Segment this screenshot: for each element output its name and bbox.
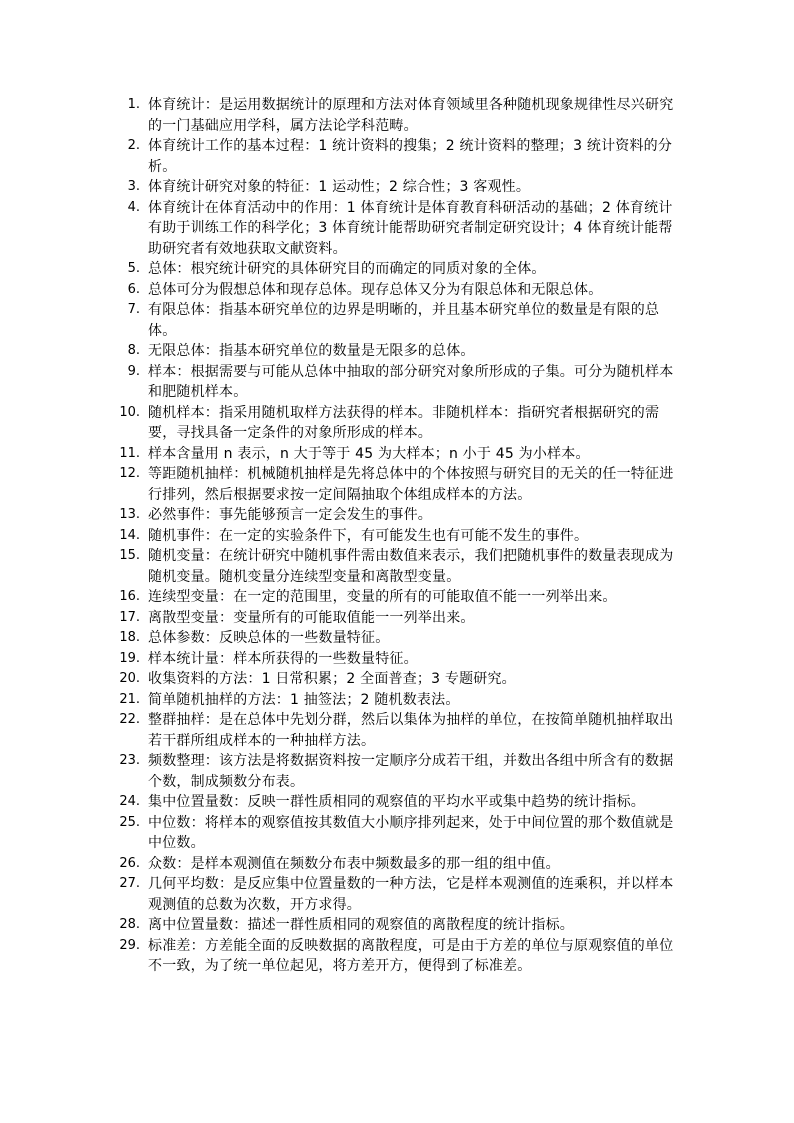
list-item-text: 体育统计：是运用数据统计的原理和方法对体育领域里各种随机现象规律性尽兴研究的一门基础应用学科，属方法论学科范畴。 [148, 97, 674, 134]
list-item-text: 随机样本：指采用随机取样方法获得的样本。非随机样本：指研究者根据研究的需要，寻找具备一定条件的对象所形成的样本。 [148, 404, 660, 441]
list-item-text: 样本含量用 n 表示，n 大于等于 45 为大样本；n 小于 45 为小样本。 [148, 445, 590, 462]
list-item-text: 众数：是样本观测值在频数分布表中频数最多的那一组的组中值。 [148, 855, 560, 872]
list-item [106, 936, 684, 977]
list-item-text: 有限总体：指基本研究单位的边界是明晰的，并且基本研究单位的数量是有限的总体。 [148, 302, 660, 339]
list-item-text: 离中位置量数：描述一群性质相同的观察值的离散程度的统计指标。 [148, 917, 574, 933]
list-item [106, 669, 684, 690]
list-item-number: 13. [119, 507, 140, 522]
list-item [106, 813, 684, 854]
list-item-text: 体育统计在体育活动中的作用：1 体育统计是体育教育科研活动的基础；2 体育统计有助于训练工作的科学化；3 体育统计能帮助研究者制定研究设计；4 体育统计能帮助研究者有效地获取文献资料。 [148, 199, 673, 257]
list-item [106, 505, 684, 526]
list-item-text: 标准差：方差能全面的反映数据的离散程度，可是由于方差的单位与原观察值的单位不一致，为了统一单位起见，将方差开方，便得到了标准差。 [148, 937, 674, 974]
list-item-number: 23. [119, 753, 140, 768]
list-item [106, 792, 684, 813]
list-item-number: 4. [127, 199, 140, 215]
list-item-text: 样本统计量：样本所获得的一些数量特征。 [148, 650, 418, 667]
list-item-number: 24. [119, 794, 140, 809]
list-item [106, 259, 684, 280]
list-item-text: 必然事件：事先能够预言一定会发生的事件。 [148, 507, 432, 523]
list-item [106, 690, 684, 711]
list-item-text: 简单随机抽样的方法：1 抽签法；2 随机数表法。 [148, 691, 460, 708]
list-item-number: 26. [119, 855, 140, 871]
list-item-number: 6. [127, 281, 140, 297]
list-item-number: 16. [119, 589, 140, 604]
list-item-text: 离散型变量：变量所有的可能取值能一一列举出来。 [148, 609, 475, 626]
list-item [106, 403, 684, 444]
list-item-number: 5. [127, 261, 140, 276]
definition-list [106, 95, 684, 977]
list-item-text: 体育统计工作的基本过程：1 统计资料的搜集；2 统计资料的整理；3 统计资料的分析。 [148, 138, 673, 175]
list-item-number: 11. [119, 445, 140, 461]
list-item [106, 464, 684, 505]
list-item [106, 341, 684, 362]
list-item-number: 14. [119, 527, 140, 543]
list-item-text: 随机事件：在一定的实验条件下，有可能发生也有可能不发生的事件。 [148, 527, 589, 544]
list-item-text: 总体可分为假想总体和现存总体。现存总体又分为有限总体和无限总体。 [148, 281, 603, 298]
list-item-number: 7. [127, 302, 140, 317]
list-item [106, 751, 684, 792]
list-item-number: 20. [119, 671, 140, 686]
list-item-number: 12. [119, 466, 140, 481]
list-item-number: 2. [127, 138, 140, 153]
list-item-text: 几何平均数：是反应集中位置量数的一种方法，它是样本观测值的连乘积，并以样本观测值的总数为次数，开方求得。 [148, 876, 674, 913]
list-item-number: 21. [119, 691, 140, 707]
list-item [106, 649, 684, 670]
list-item-text: 等距随机抽样：机械随机抽样是先将总体中的个体按照与研究目的无关的任一特征进行排列，然后根据要求按一定间隔抽取个体组成样本的方法。 [148, 466, 674, 503]
list-item [106, 587, 684, 608]
list-item-number: 18. [119, 630, 140, 645]
list-item-text: 总体：根究统计研究的具体研究目的而确定的同质对象的全体。 [148, 261, 546, 277]
list-item-number: 10. [119, 404, 140, 420]
list-item-text: 连续型变量：在一定的范围里，变量的所有的可能取值不能一一列举出来。 [148, 589, 617, 605]
list-item-text: 无限总体：指基本研究单位的数量是无限多的总体。 [148, 343, 475, 359]
list-item-text: 频数整理：该方法是将数据资料按一定顺序分成若干组，并数出各组中所含有的数据个数，制成频数分布表。 [148, 753, 674, 790]
list-item-number: 22. [119, 712, 140, 727]
list-item-text: 整群抽样：是在总体中先划分群，然后以集体为抽样的单位，在按简单随机抽样取出若干群所组成样本的一种抽样方法。 [148, 712, 674, 749]
list-item-number: 25. [119, 814, 140, 830]
list-item-number: 19. [119, 650, 140, 666]
list-item-number: 29. [119, 937, 140, 953]
list-item [106, 546, 684, 587]
list-item [106, 300, 684, 341]
list-item [106, 136, 684, 177]
list-item [106, 362, 684, 403]
list-item-number: 28. [119, 917, 140, 932]
list-item-text: 集中位置量数：反映一群性质相同的观察值的平均水平或集中趋势的统计指标。 [148, 794, 645, 810]
list-item [106, 177, 684, 198]
list-item [106, 915, 684, 936]
list-item [106, 608, 684, 629]
list-item [106, 874, 684, 915]
list-item-number: 3. [127, 179, 140, 194]
list-item-text: 总体参数：反映总体的一些数量特征。 [148, 630, 390, 646]
list-item [106, 628, 684, 649]
list-item-text: 体育统计研究对象的特征：1 运动性；2 综合性；3 客观性。 [148, 179, 531, 195]
list-item-number: 8. [127, 343, 140, 358]
list-item-number: 1. [127, 97, 140, 112]
list-item-text: 收集资料的方法：1 日常积累；2 全面普查；3 专题研究。 [148, 671, 516, 687]
list-item-number: 9. [127, 363, 140, 379]
list-item [106, 280, 684, 301]
list-item [106, 95, 684, 136]
list-item [106, 444, 684, 465]
list-item-text: 随机变量：在统计研究中随机事件需由数值来表示，我们把随机事件的数量表现成为随机变量。随机变量分连续型变量和离散型变量。 [148, 548, 674, 585]
list-item-text: 样本：根据需要与可能从总体中抽取的部分研究对象所形成的子集。可分为随机样本和肥随机样本。 [148, 363, 674, 400]
list-item [106, 854, 684, 875]
list-item-number: 27. [119, 876, 140, 891]
list-item [106, 198, 684, 260]
list-item-number: 17. [119, 609, 140, 625]
list-item [106, 526, 684, 547]
list-item-number: 15. [119, 548, 140, 563]
list-item [106, 710, 684, 751]
list-item-text: 中位数：将样本的观察值按其数值大小顺序排列起来，处于中间位置的那个数值就是中位数。 [148, 814, 674, 851]
